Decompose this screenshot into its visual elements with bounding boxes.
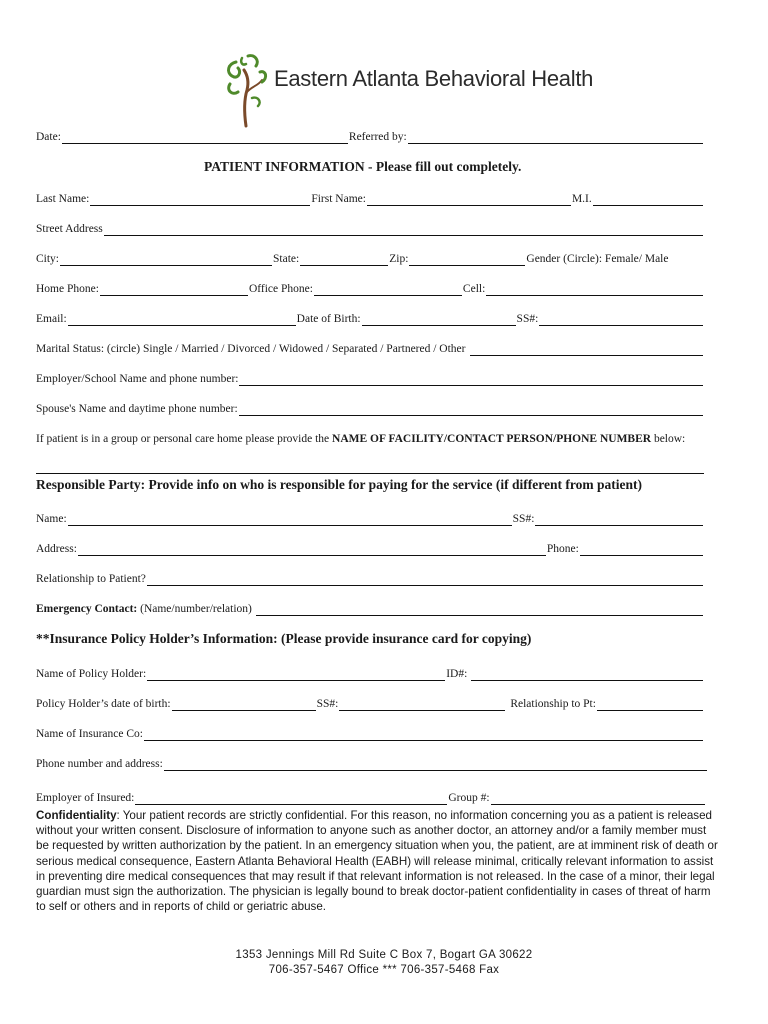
cell-field[interactable] [486,283,703,296]
employer-field[interactable] [239,373,703,386]
ins-phone-label: Phone number and address: [36,758,163,770]
resp-relationship-row [36,570,704,586]
patient-info-heading: PATIENT INFORMATION - Please fill out completely. [204,159,522,174]
resp-name-field[interactable] [68,513,512,526]
last-name-label: Last Name: [36,193,90,205]
resp-name-label: Name: [36,513,67,525]
insurance-heading: **Insurance Policy Holder’s Information: (Please provide insurance card for copying) [36,631,532,646]
marital-label[interactable]: Marital Status: (circle) Single / Married / Divorced / Widowed / Separated / Partnered / Other [36,343,466,355]
gender-label[interactable]: Gender (Circle): Female/ Male [526,253,669,265]
office-phone-field[interactable] [314,283,462,296]
employer-row [36,370,704,386]
resp-ss-field[interactable] [535,513,703,526]
home-phone-label: Home Phone: [36,283,99,295]
phone-row [36,280,704,296]
referred-label: Referred by: [348,131,407,143]
ins-group-field[interactable] [491,792,705,805]
ins-employer-row [36,789,706,805]
city-label: City: [36,253,60,265]
employer-label: Employer/School Name and phone number: [36,373,239,385]
logo-name: Eastern Atlanta Behavioral Health [274,66,594,91]
city-field[interactable] [60,253,272,266]
emergency-bold: Emergency Contact: [36,603,138,615]
ins-relationship-label: Relationship to Pt: [510,698,596,710]
street-label: Street Address [36,223,103,235]
resp-name-row [36,510,704,526]
date-row [36,128,704,144]
office-phone-label: Office Phone: [248,283,313,295]
ins-id-label: ID#: [446,668,468,680]
facility-bold: NAME OF FACILITY/CONTACT PERSON/PHONE NUMBER [332,433,652,445]
ins-dob-row [36,695,704,711]
ins-ss-field[interactable] [339,698,505,711]
ins-holder-label: Name of Policy Holder: [36,668,147,680]
tree-icon [222,52,272,128]
street-row [36,220,704,236]
state-label: State: [273,253,300,265]
emergency-label [36,602,252,616]
ins-ss-label: SS#: [316,698,339,710]
zip-field[interactable] [409,253,525,266]
facility-line-row [36,458,704,474]
first-name-field[interactable] [367,193,571,206]
spouse-label: Spouse's Name and daytime phone number: [36,403,238,415]
footer [0,948,768,978]
footer-address: 1353 Jennings Mill Rd Suite C Box 7, Bogart GA 30622 [235,949,533,961]
ins-company-row [36,725,704,741]
ins-employer-label: Employer of Insured: [36,792,135,804]
city-row [36,250,704,266]
resp-relationship-label: Relationship to Patient? [36,573,146,585]
confidentiality-notice [36,808,718,914]
emergency-rest: (Name/number/relation) [137,603,252,615]
cell-label: Cell: [462,283,486,295]
last-name-field[interactable] [90,193,310,206]
ins-phone-field[interactable] [164,758,707,771]
street-field[interactable] [104,223,703,236]
ins-company-field[interactable] [144,728,703,741]
ins-company-label: Name of Insurance Co: [36,728,143,740]
email-field[interactable] [68,313,296,326]
ins-relationship-field[interactable] [597,698,703,711]
responsible-heading: Responsible Party: Provide info on who is responsible for paying for the service (if different from patient) [36,477,642,492]
facility-post: below: [651,433,686,445]
resp-relationship-field[interactable] [147,573,703,586]
facility-row [36,430,726,446]
first-name-label: First Name: [311,193,366,205]
facility-instruction [36,432,685,446]
footer-phones: 706-357-5467 Office *** 706-357-5468 Fax [268,964,500,976]
ins-holder-field[interactable] [147,668,445,681]
dob-label: Date of Birth: [296,313,361,325]
emergency-field[interactable] [256,603,703,616]
facility-field[interactable] [36,461,704,474]
zip-label: Zip: [389,253,409,265]
resp-address-field[interactable] [78,543,546,556]
marital-other-field[interactable] [470,343,704,356]
ins-id-field[interactable] [471,668,703,681]
resp-address-label: Address: [36,543,77,555]
resp-ss-label: SS#: [512,513,535,525]
facility-pre: If patient is in a group or personal care home please provide the [36,433,333,445]
mi-field[interactable] [593,193,703,206]
home-phone-field[interactable] [100,283,248,296]
spouse-row [36,400,704,416]
mi-label: M.I. [571,193,592,205]
resp-phone-field[interactable] [580,543,703,556]
dob-field[interactable] [362,313,516,326]
confidentiality-label: Confidentiality [36,809,117,822]
ss-label: SS#: [516,313,539,325]
email-label: Email: [36,313,67,325]
referred-field[interactable] [408,131,703,144]
resp-address-row [36,540,704,556]
ins-dob-field[interactable] [172,698,316,711]
resp-phone-label: Phone: [546,543,579,555]
spouse-field[interactable] [239,403,703,416]
state-field[interactable] [300,253,388,266]
email-row [36,310,704,326]
logo [222,52,594,128]
ins-dob-label: Policy Holder’s date of birth: [36,698,171,710]
ss-field[interactable] [539,313,703,326]
ins-holder-row [36,665,704,681]
date-label: Date: [36,131,61,143]
date-field[interactable] [62,131,348,144]
ins-employer-field[interactable] [135,792,447,805]
marital-row [36,340,704,356]
emergency-row [36,600,704,616]
confidentiality-text: : Your patient records are strictly confidential. For this reason, no information concerning you as a patient is released without your written consent. Disclosure of information to anyone such as another doctor, an attorney and/or a family member must be requested by written authorization by the patient. In an emergency situation when you, the patient, are at imminent risk of death or serious medical consequence, Eastern Atlanta Behavioral Health (EABH) will release minimal, critically relevant information to assist in preventing dire medical consequences that may result if that relevant information is not released. In the case of a minor, their legal guardian must sign the authorization. The physician is legally bound to break doctor-patient confidentiality in cases of threat of harm to self or others and in reports of child or geriatric abuse. [36,809,718,914]
ins-phone-row [36,755,708,771]
ins-group-label: Group #: [448,792,490,804]
name-row [36,190,704,206]
